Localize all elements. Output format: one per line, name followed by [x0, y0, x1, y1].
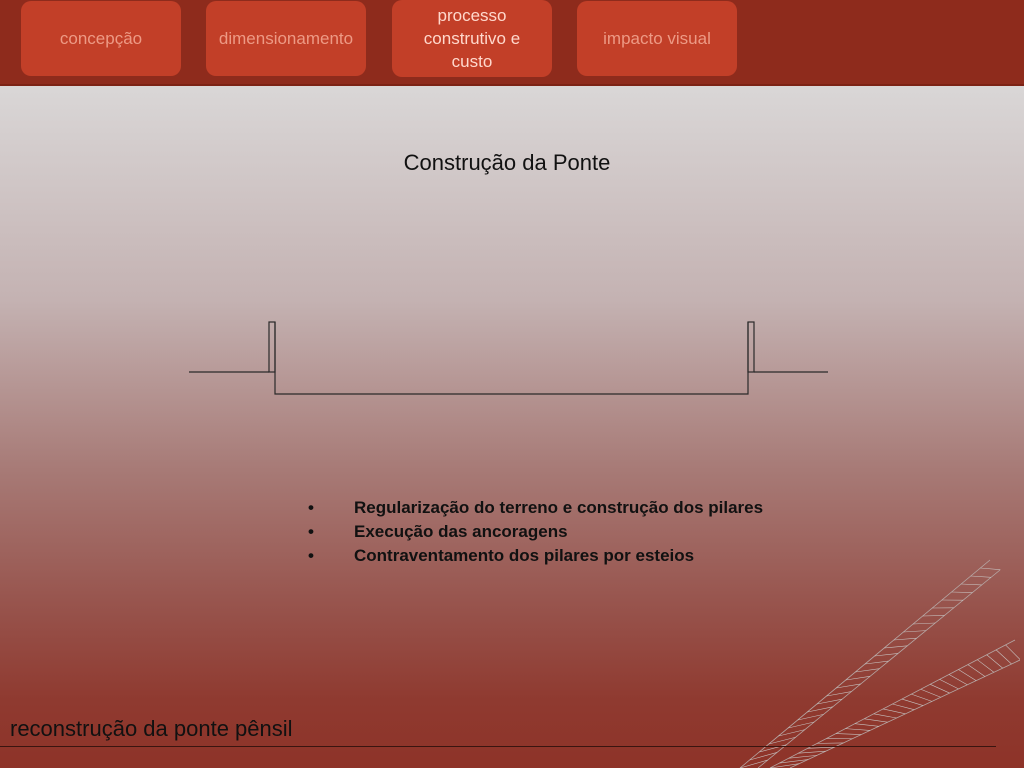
tab-label-line: processo: [437, 6, 507, 25]
bullet-icon: •: [308, 522, 314, 541]
slide-title: Construção da Ponte: [403, 150, 611, 175]
tab-label-line: custo: [451, 52, 493, 71]
bullet-text: Execução das ancoragens: [354, 522, 568, 541]
list-item: [308, 496, 763, 520]
bullet-text: Contraventamento dos pilares por esteios: [354, 546, 695, 565]
footer-title: reconstrução da ponte pênsil: [10, 716, 293, 741]
tab-label: dimensionamento: [218, 29, 354, 48]
truss-bridge-illustration-icon: [730, 550, 1020, 768]
left-pillar: [269, 322, 275, 372]
list-item: [308, 544, 763, 568]
tab-label: impacto visual: [603, 29, 711, 48]
bullet-icon: •: [308, 498, 314, 517]
bullet-text: Regularização do terreno e construção dos pilares: [354, 498, 764, 517]
excavation-profile: [275, 322, 748, 394]
tab-label-line: construtivo e: [423, 29, 521, 48]
tab-label: concepção: [59, 29, 143, 48]
list-item: [308, 520, 763, 544]
bullet-icon: •: [308, 546, 314, 565]
footer-divider: [0, 746, 996, 747]
bullet-list: [308, 496, 763, 568]
right-pillar: [748, 322, 754, 372]
